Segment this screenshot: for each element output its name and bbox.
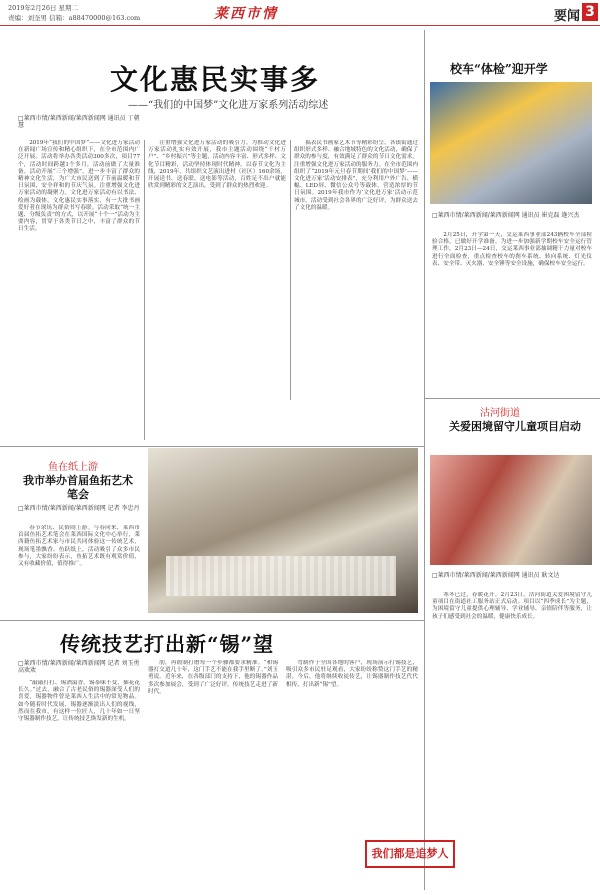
column-divider <box>290 140 291 400</box>
section-divider <box>424 398 600 399</box>
right-mid-title: 关爱困境留守儿童项目启动 <box>449 420 581 433</box>
school-bus-photo <box>430 82 592 204</box>
page-header <box>0 0 600 26</box>
right-mid-text: 寒冬已过，春暖花开。2月23日，沽河街道关爱困境留守儿童项目在街道社工服务站正式启动。项目以“四季成长”为主题，为困境留守儿童提供心理辅导、学业辅导、亲情陪伴等服务，让孩子们感受到社会的温暖，健康快乐成长。 <box>432 592 592 620</box>
main-article-col2: 注重增强文化进万家活动的吸引力。为推动文化进万家活动扎实有效开展，我市主题活动围绕“千村万户”、“乡村振兴”等主题，活动内容丰富、形式多样、文化节目精彩，活动坚持体现时代精神，以春节文化为主线，2019年，共组织文艺演出进村（社区）160余场，开展送书、送春联、送电影等活动，百姓足不出户就能欣赏到精彩的文艺演出，受到了群众的热烈欢迎。 <box>148 140 286 190</box>
children-project-photo <box>430 455 592 565</box>
main-article-title: 文化惠民实事多 <box>110 63 321 96</box>
section-divider <box>0 620 424 621</box>
main-article-byline: □莱西市情/莱西新闻/莱西新闻网 通讯员 丁朝慧 <box>18 115 140 130</box>
dream-chaser-stamp: 我们都是追梦人 <box>365 840 455 868</box>
bottom-article-col2: 肋，再锻制打磨每一个步骤都要求精准。“和锡器打交道几十年，这门手艺不能在我手里断了。”刘玉勇说。近年来，在各级部门的支持下，他的锡器作品多次参加展会，受到了广泛好评，传统技艺走进了新时代。 <box>148 660 278 695</box>
right-mid-byline: □莱西市情/莱西新闻/莱西新闻网 通讯员 耿文达 <box>432 572 560 579</box>
bottom-article-col1: “敲敲打打、锡酒溢香。锡茶味不变，插花花长久。”过去，融合了古老民俗的锡器深受人们的喜爱，锡器物件曾是莱西人生活中的常见物品。如今随着时代发展，锡器逐渐淡出人们的视线，然而在我市，有这样一位匠人，几十年如一日坚守锡器制作技艺，让传统技艺焕发新的生机。 <box>18 680 140 723</box>
fish-rubbing-paper <box>166 556 396 596</box>
left-side-title: 我市举办首届鱼拓艺术笔会 <box>23 474 133 501</box>
page-number: 3 <box>582 3 598 21</box>
fish-rubbing-photo <box>148 448 418 613</box>
newspaper-logo: 莱西市情 <box>214 6 278 22</box>
right-top-text: 2月25日，开学第一天，交运莱西事业部243辆校车全部检验合格，已做好开学准备。为进一步加强新学期校车安全运行管理工作，2月23日—24日，交运莱西事业部抽调精干力量对校车进行全面检查，重点检查校车的刹车系统、转向系统、灯光仪表、安全带、灭火器、安全锤等安全设施，确保校车安全运行。 <box>432 232 592 267</box>
editor-line: 责编：刘奎男 信箱：a88470000@163.com <box>8 14 141 22</box>
bottom-article-title: 传统技艺打出新“锡”望 <box>60 632 275 656</box>
section-divider <box>0 446 424 447</box>
right-top-title: 校车“体检”迎开学 <box>450 62 548 76</box>
main-article-col3: 搞表民书画家艺术节等精彩纷呈，各镇街通过组织形式多样、融合地域特色的文化活动，确保了群众的参与度，有效满足了群众的节日文化需求。注重增强文化进万家活动的服务力。在全市范围内组织了“2019年元旦春节期间‘我们的中国梦’——文化进万家’活动安排表”，充分利用户外广告、横幅、LED屏、微信公众号等载体，营造浓厚的节日氛围。2019年我市作为‘文化进万家’活动示范城市，活动受到社会各界的广泛好评，为群众送去了文化的温暖。 <box>294 140 418 211</box>
left-side-kicker: 鱼在纸上游 <box>48 462 98 473</box>
main-article-subtitle: ——“我们的中国梦”文化进万家系列活动综述 <box>128 100 329 111</box>
right-top-byline: □莱西市情/莱西新闻/莱西新闻网 通讯员 崔克磊 逄兴杰 <box>432 212 580 219</box>
main-article-col1: 2019年“我们的中国梦”——文化进万家活动在新闻广场宣传和精心组织下，在全市范围内广泛开展。活动将举办各类活动300多次，项目77个，活动时间跨越1个多月，活动前做了大量准备。活动开展“三个增强”，进一步丰富了群众的精神文化生活，为广大市民送到了节前温暖和节日氛围，安全祥和的节庆气氛。注重增强文化进万家活动的凝聚力。文化进万家活动有以书法、绘画为载体，文化惠民实事落实，有一大批书画爱好者在现场为群众书写春联。活动采取“统一主题、分级负责”的方式，以开展“十个一”活动为主要内容，贯穿于各类节日之中，丰富了群众的节日生活。 <box>18 140 140 233</box>
bottom-article-col3: 弯制作于全国各地的客户，现场演示打锡技艺，吸引众多市民驻足观看，大家纷纷称赞这门手艺的精湛。今后，他将继续收徒传艺，让锡器制作技艺代代相传，打出新“锡”望。 <box>286 660 418 688</box>
column-divider <box>424 30 425 890</box>
issue-date: 2019年2月26日 星期二 <box>8 4 79 12</box>
bottom-article-byline: □莱西市情/莱西新闻/莱西新闻网 记者 刘玉勇 高欢欢 <box>18 660 140 675</box>
column-divider <box>144 140 145 440</box>
left-side-byline: □莱西市情/莱西新闻/莱西新闻网 记者 李忠丹 <box>18 505 140 512</box>
section-title: 要闻 <box>553 9 580 24</box>
left-side-text: 春节余庆、民俗闹上游。与春同来，莱西市首届鱼拓艺术笔会在莱西国际文化中心举行，莱西籍鱼拓艺术家与市民共同体验这一传统艺术，现场笔墨飘香、鱼跃纸上，活动吸引了众多市民参与，大家纷纷表示，鱼拓艺术既有观赏价值，又有收藏价值，值得推广。 <box>18 525 140 568</box>
right-mid-kicker: 沽河街道 <box>480 408 520 419</box>
